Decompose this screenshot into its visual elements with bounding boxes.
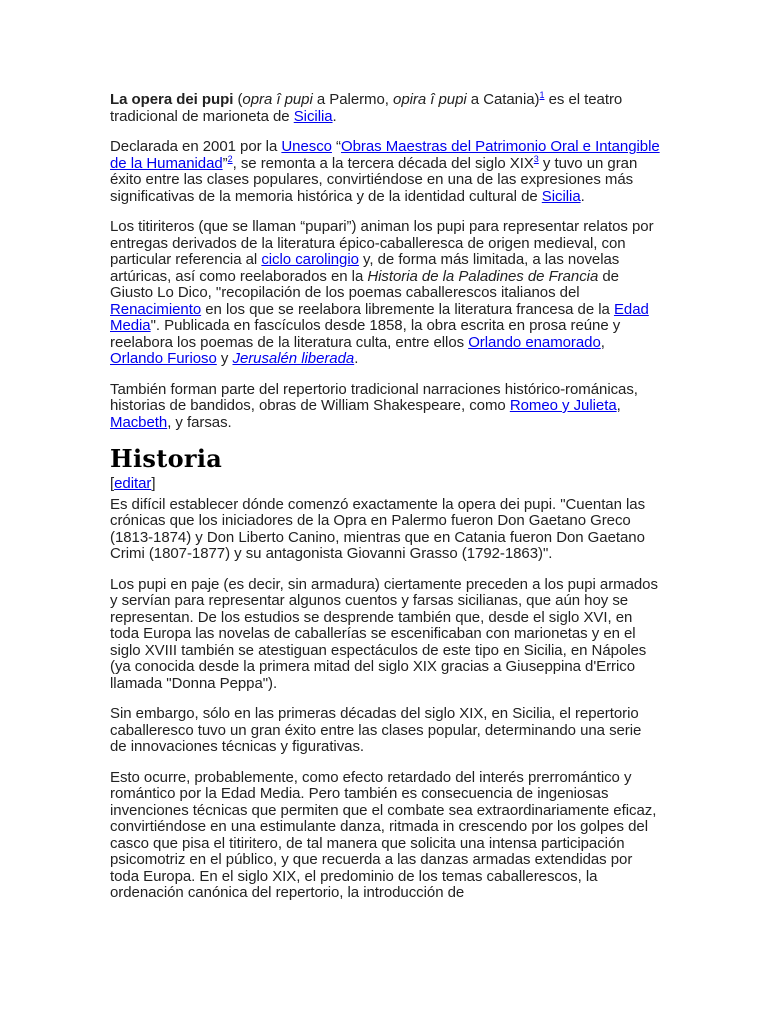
orlando-enamorado-link[interactable]: Orlando enamorado: [468, 333, 601, 351]
repertorio-paragraph: También forman parte del repertorio tradicional narraciones histórico-románicas, historias de bandidos, obras de William Shakespeare, como Romeo y Julieta, Macbeth, y farsas.: [110, 380, 638, 431]
reference-2-link[interactable]: 2: [227, 153, 233, 164]
historia-heading: Historia: [110, 444, 223, 473]
unesco-link[interactable]: Unesco: [281, 138, 332, 155]
orlando-furioso-link[interactable]: Orlando Furioso: [110, 350, 217, 367]
article-body: [110, 92, 662, 916]
reference-1-link[interactable]: 1: [539, 90, 545, 100]
renacimiento-link[interactable]: Renacimiento: [110, 300, 202, 318]
titiriteros-paragraph: Los titiriteros (que se llaman “pupari”) animan los pupi para representar relatos por entregas derivados de la literatura épico-caballeresca de origen medieval, con particular referencia al ciclo carolingio y, de forma más limitada, a las novelas artúricas, así como reelaborados en la Historia de la Paladines de Francia de Giusto Lo Dico, "recopilación de los poemas caballerescos italianos del Renacimiento en los que se reelabora libremente la literatura francesa de la Edad Media". Publicada en fascículos desde 1858, la obra escrita en prosa reúne y reelabora los poemas de la literatura culta, entre ellos Orlando enamorado, Orlando Furioso y Jerusalén liberada.: [110, 218, 654, 367]
obras-maestras-link[interactable]: Obras Maestras del Patrimonio Oral e Intangible de la Humanidad: [110, 138, 660, 172]
historia-paragraph-2: Los pupi en paje (es decir, sin armadura) ciertamente preceden a los pupi armados y servían para representar algunos cuentos y farsas sicilianas, que aún hoy se representan. De los estudios se desprende también que, desde el siglo XVI, en toda Europa las novelas de caballerías se escenificaban con marionetas y en el siglo XVIII también se atestiguan espectáculos de este tipo en Sicilia, en Nápoles (ya conocida desde la primera mitad del siglo XIX gracias a Giuseppina d'Errico llamada "Donna Peppa").: [110, 575, 658, 692]
jerusalen-liberada-link[interactable]: Jerusalén liberada: [232, 350, 355, 367]
historia-paragraph-4: Esto ocurre, probablemente, como efecto retardado del interés prerromántico y romántico por la Edad Media. Pero también es consecuencia de ingeniosas invenciones técnicas que permiten que el combate sea extraordinariamente eficaz, convirtiéndose en una estimulante danza, ritmada in crescendo por los golpes del casco que pisa el titiritero, de tal manera que solicita una intensa participación psicomotriz en el público, y que recuerda a las danzas armadas extendidas por toda Europa. En el siglo XIX, el predominio de los temas caballerescos, la ordenación canónica del repertorio, la introducción de: [110, 768, 657, 901]
sicilia-link[interactable]: Sicilia: [293, 107, 333, 125]
edit-link[interactable]: editar: [114, 475, 152, 492]
edad-media-link[interactable]: Edad Media: [110, 300, 649, 334]
edit-section: [editar]: [110, 475, 156, 492]
macbeth-link[interactable]: Macbeth: [110, 413, 168, 431]
sicilia-link-2[interactable]: Sicilia: [541, 187, 581, 205]
unesco-paragraph: Declarada en 2001 por la Unesco “Obras Maestras del Patrimonio Oral e Intangible de la Humanidad”$^2$, se remonta a la tercera década del siglo XIX$^3$ y tuvo un gran éxito entre las clases populares, convirtiéndose en una de las expresiones más significativas de la memoria histórica y de la identidad cultural de Sicilia.: [110, 138, 660, 205]
article-subject: La opera dei pupi: [110, 91, 234, 108]
reference-3-link[interactable]: 3: [533, 153, 539, 164]
romeo-y-julieta-link[interactable]: Romeo y Julieta: [509, 397, 617, 414]
intro-paragraph: La opera dei pupi (opra î pupi a Palermo, opira î pupi a Catania)$^1$ es el teatro tradicional de marioneta de Sicilia.: [110, 90, 623, 125]
ciclo-carolingio-link[interactable]: ciclo carolingio: [261, 251, 359, 268]
historia-paragraph-1: Es difícil establecer dónde comenzó exactamente la opera dei pupi. "Cuentan las crónicas que los iniciadores de la Opra en Palermo fueron Don Gaetano Greco (1813-1874) y Don Liberto Canino, mientras que en Catania fueron Don Gaetano Crimi (1807-1877) y su antagonista Giovanni Grasso (1792-1863)".: [110, 495, 646, 562]
historia-paragraph-3: Sin embargo, sólo en las primeras décadas del siglo XIX, en Sicilia, el repertorio caballeresco tuvo un gran éxito entre las clases popular, determinando una serie de innovaciones técnicas y figurativas.: [110, 705, 642, 755]
